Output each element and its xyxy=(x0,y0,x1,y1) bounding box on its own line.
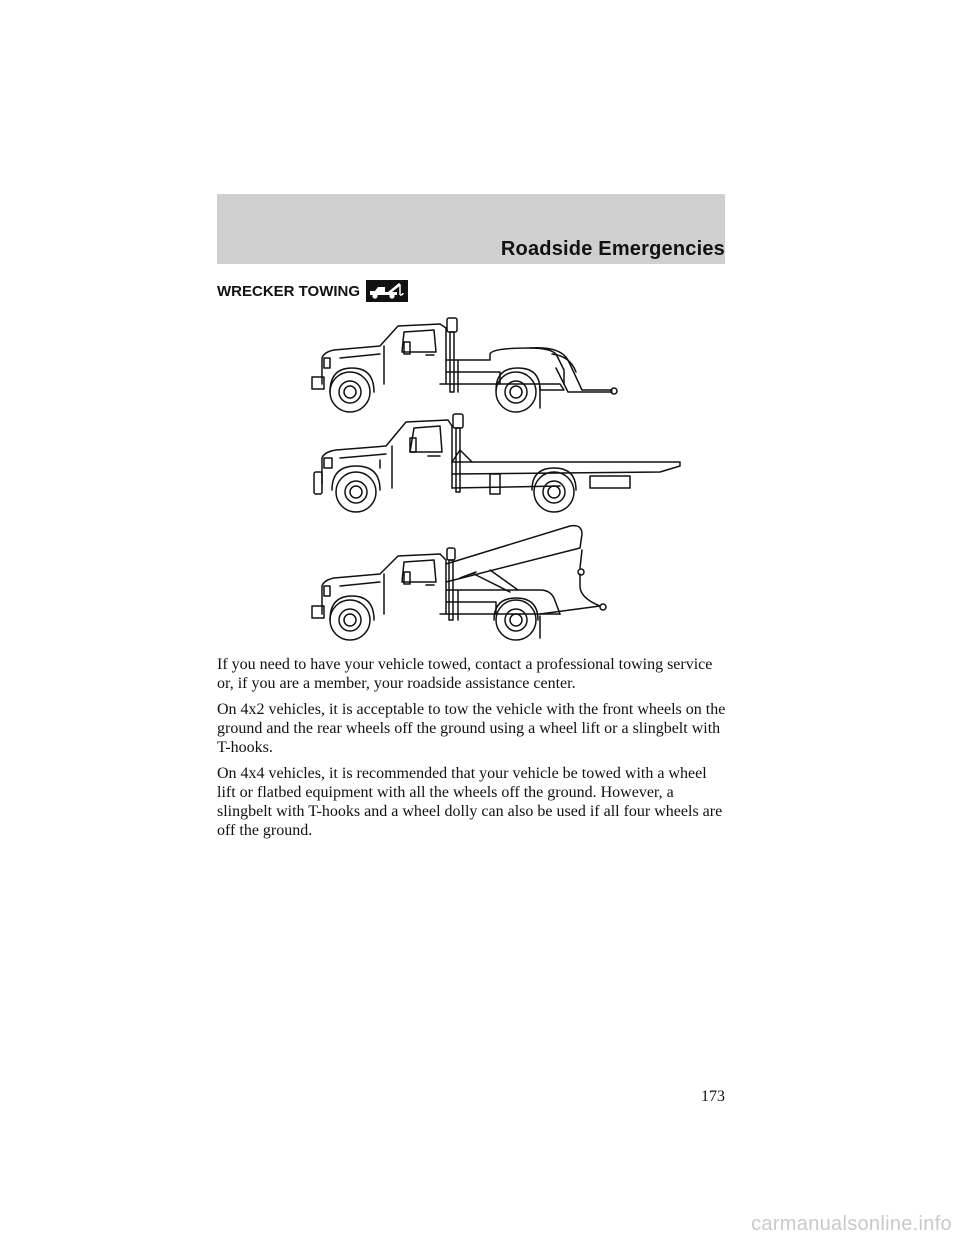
header-band xyxy=(217,194,725,264)
flatbed-tow-truck-illustration xyxy=(300,410,690,520)
heading-title: WRECKER TOWING xyxy=(217,282,361,300)
section-title: Roadside Emergencies xyxy=(500,238,725,260)
watermark: carmanualsonline.info xyxy=(751,1213,952,1235)
paragraph-4x2-towing: On 4x2 vehicles, it is acceptable to tow the vehicle with the front wheels on the ground and the rear wheels off the ground using a wheel lift or a slingbelt with T-hooks. xyxy=(217,701,726,756)
wheel-lift-tow-truck-illustration xyxy=(300,312,630,416)
page-number: 173 xyxy=(701,1088,725,1105)
body-text xyxy=(217,655,727,847)
heading-row xyxy=(217,276,408,306)
boom-wrecker-tow-truck-illustration xyxy=(300,520,630,645)
tow-truck-icon xyxy=(366,280,408,302)
paragraph-towing-service: If you need to have your vehicle towed, contact a professional towing service or, if you are a member, your roadside assistance center. xyxy=(217,656,713,692)
paragraph-4x4-towing: On 4x4 vehicles, it is recommended that your vehicle be towed with a wheel lift or flatbed equipment with all the wheels off the ground. However, a slingbelt with T-hooks and a wheel dolly can also be used if all four wheels are off the ground. xyxy=(217,765,723,839)
